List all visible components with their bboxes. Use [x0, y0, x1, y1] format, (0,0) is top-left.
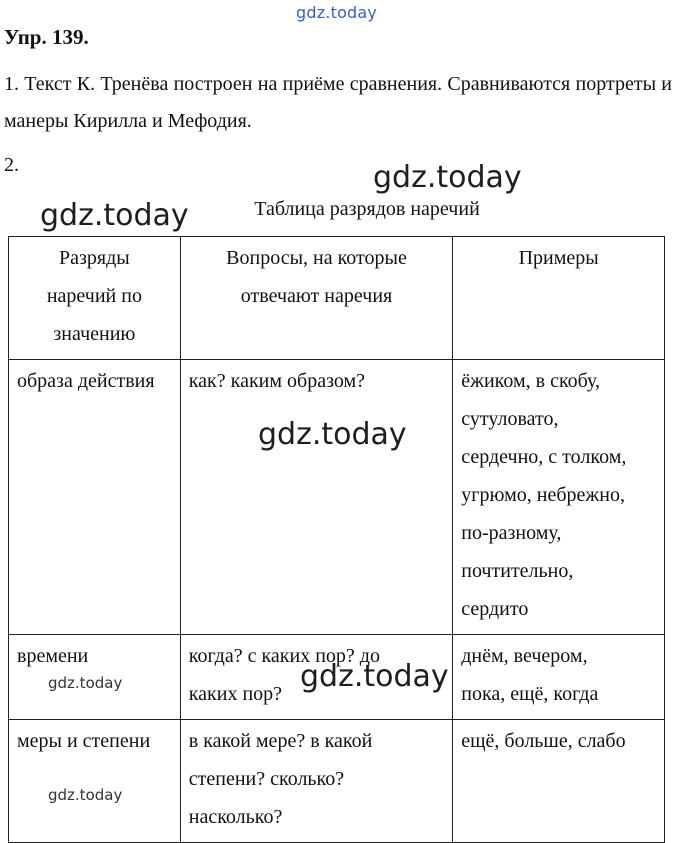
- watermark-small-left-2: gdz.today: [48, 786, 123, 804]
- watermark-table-middle: gdz.today: [258, 417, 407, 452]
- example-line: сердито: [461, 598, 529, 620]
- example-line: ещё, больше, слабо: [461, 730, 626, 752]
- row-category: меры и степени: [9, 720, 181, 843]
- example-line: сердечно, с толком,: [461, 446, 627, 468]
- header-category-line: наречий по: [46, 285, 142, 307]
- example-line: сутуловато,: [461, 408, 559, 430]
- question-line: каких пор?: [188, 683, 283, 705]
- row-questions: [180, 720, 452, 843]
- row-examples: [453, 720, 665, 843]
- table-row: [9, 360, 665, 635]
- header-category-line: Разряды: [59, 247, 130, 269]
- watermark-table-time-row: gdz.today: [300, 659, 449, 694]
- example-line: по-разному,: [461, 522, 562, 544]
- header-questions-line: отвечают наречия: [240, 285, 393, 307]
- answer-point-1: 1. Текст К. Тренёва построен на приёме сравнения. Сравниваются портреты и манеры Кирилла и Мефодия.: [4, 73, 672, 132]
- question-line: в какой мере? в какой: [188, 730, 373, 752]
- example-line: днём, вечером,: [461, 645, 588, 667]
- example-line: ёжиком, в скобу,: [461, 370, 601, 392]
- example-line: угрюмо, небрежно,: [461, 484, 625, 506]
- example-line: пока, ещё, когда: [461, 683, 599, 705]
- exercise-title: Упр. 139.: [4, 25, 89, 49]
- table-caption: Таблица разрядов наречий: [254, 198, 480, 220]
- table-header-row: [9, 237, 665, 360]
- row-category: времени: [9, 635, 181, 720]
- adverb-categories-table: [8, 236, 665, 843]
- row-examples: [453, 360, 665, 635]
- example-line: почтительно,: [461, 560, 574, 582]
- watermark-small-left-1: gdz.today: [48, 674, 123, 692]
- header-category: [9, 237, 181, 360]
- question-line: как? каким образом?: [188, 370, 366, 392]
- header-questions: [180, 237, 452, 360]
- header-examples: [453, 237, 665, 360]
- header-category-line: значению: [53, 323, 136, 345]
- row-examples: [453, 635, 665, 720]
- watermark-left-caption: gdz.today: [40, 198, 189, 233]
- header-questions-line: Вопросы, на которые: [226, 247, 407, 269]
- question-line: когда? с каких пор? до: [188, 645, 380, 667]
- table-row: [9, 720, 665, 843]
- question-line: насколько?: [188, 806, 283, 828]
- row-category: образа действия: [9, 360, 181, 635]
- header-examples-line: Примеры: [518, 247, 599, 269]
- question-line: степени? сколько?: [188, 768, 345, 790]
- watermark-top: gdz.today: [296, 3, 378, 22]
- watermark-near-point-2: gdz.today: [373, 160, 522, 195]
- answer-point-2: 2.: [4, 154, 19, 176]
- row-questions: [180, 360, 452, 635]
